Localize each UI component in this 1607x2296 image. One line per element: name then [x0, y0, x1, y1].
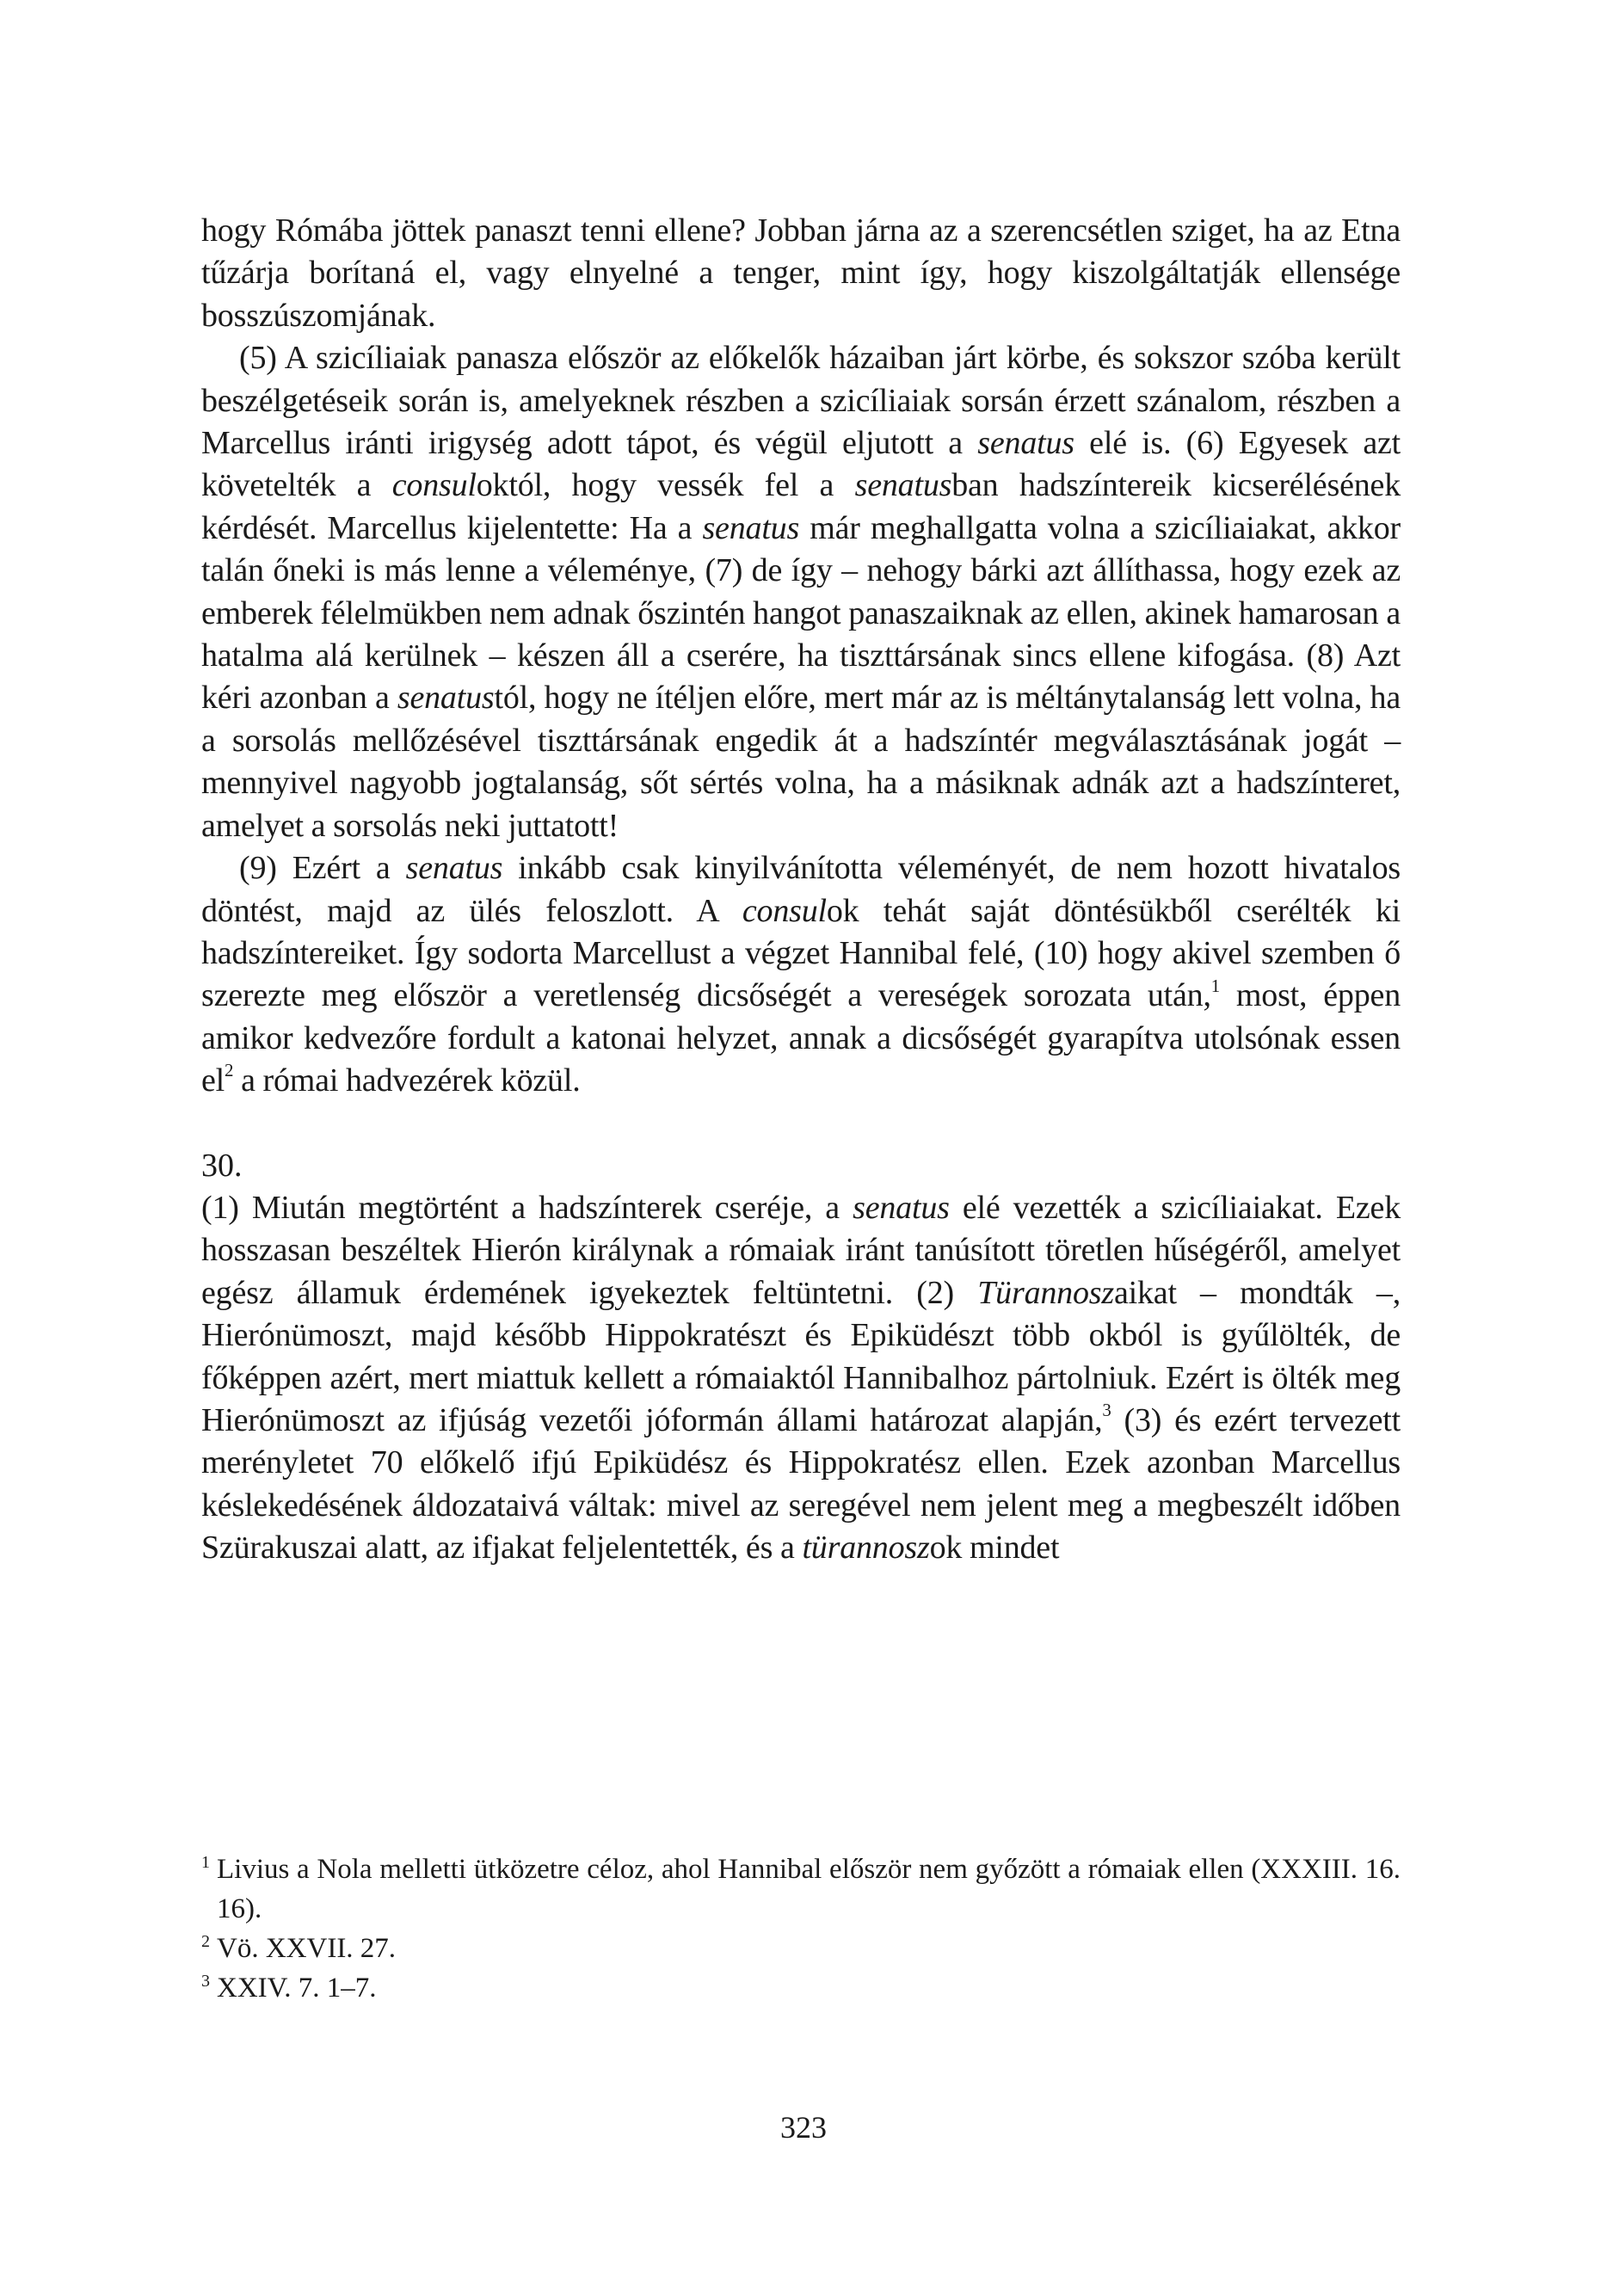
text-run: tól, hogy ne ítéljen előre, mert már az is méltánytalanság lett volna, ha a sorsolás mellőzésével tiszttársának engedik át a hadszíntér megválasztásának jogát – mennyivel nagyobb jogtalanság, sőt sértés volna, ha a másiknak adnák azt a hadszínteret, amelyet a sorsolás neki juttatott! [201, 680, 1401, 844]
footnote-ref: 3 [1102, 1400, 1111, 1421]
footnote-ref: 1 [1210, 975, 1220, 996]
paragraph-5 [201, 337, 1401, 847]
page-body [201, 210, 1401, 1570]
text-run: aikat – mondták –, Hierónümoszt, majd később Hippokratészt és Epiküdészt több okból is gyűlölték, de főképpen azért, mert miattuk kellett a rómaiaktól Hannibalhoz pártolniuk. Ezért is ölték meg Hierónümoszt az ifjúság vezetői jóformán állami határozat alapján, [201, 1274, 1401, 1438]
text-run: (1) Miután megtörtént a hadszínterek cseréje, a [201, 1189, 853, 1226]
italic-term: senatus [405, 850, 503, 887]
paragraph-30-1 [201, 1187, 1401, 1570]
text-run: inkább csak kinyilvánította véleményét, de nem hozott hivatalos döntést, majd az ülés feloszlott. A [201, 850, 1401, 929]
page-number: 323 [780, 2110, 827, 2145]
chapter-text [201, 1187, 1401, 1570]
paragraph-continuation [201, 210, 1401, 337]
italic-term: senatus [853, 1189, 950, 1226]
italic-term: senatus [977, 425, 1074, 462]
italic-term: senatus [702, 509, 800, 546]
italic-term: senatus [397, 680, 495, 717]
footnotes [201, 1850, 1401, 2008]
text-run: ok tehát saját döntésükből cserélték ki hadszíntereiket. Így sodorta Marcellust a végzet Hannibal felé, (10) hogy akivel szemben ő szerezte meg először a veretlenség dicsőségét a vereségek sorozata után, [201, 892, 1401, 1014]
italic-term: türannosz [802, 1530, 930, 1567]
text-run: most, éppen amikor kedvezőre fordult a katonai helyzet, annak a dicsőségét gyarapítva utolsónak essen el [201, 977, 1401, 1099]
footnote-ref: 2 [225, 1060, 234, 1081]
text-run: ban hadszíntereik kicserélésének kérdését. Marcellus kijelentette: Ha a [201, 467, 1401, 546]
chapter-heading: 30. [201, 1147, 243, 1184]
text-run: elé is. (6) Egyesek azt követelték a [201, 425, 1401, 504]
text-run: (9) Ezért a [239, 850, 406, 887]
footnote-number: 1 [201, 1853, 210, 1872]
italic-term: consul [742, 892, 827, 929]
footnote-1 [201, 1850, 1401, 1929]
italic-term: consul [391, 467, 477, 504]
paragraph-9 [201, 847, 1401, 1102]
text-run: már meghallgatta volna a szicíliaiakat, akkor talán őneki is más lenne a véleménye, (7) de így – nehogy bárki azt állíthassa, hogy ezek az emberek félelmükben nem adnak őszintén hangot panaszaiknak az ellen, akinek hamarosan a hatalma alá kerülnek – készen áll a cserére, ha tiszttársának sincs ellene kifogása. (8) Azt kéri azonban a [201, 509, 1401, 717]
footnote-number: 3 [201, 1972, 210, 1991]
footnote-text: XXIV. 7. 1–7. [217, 1973, 377, 2004]
text-run: ok mindet [929, 1530, 1060, 1567]
text-run: a római hadvezérek közül. [233, 1062, 581, 1099]
footnote-text: Vö. XXVII. 27. [217, 1933, 397, 1964]
text-run: elé vezették a szicíliaiakat. Ezek hosszasan beszéltek Hierón királynak a rómaiak iránt tanúsított töretlen hűségéről, amelyet egész államuk érdemének igyekeztek feltüntetni. (2) [201, 1189, 1401, 1311]
footnote-number: 2 [201, 1932, 210, 1951]
main-text [201, 210, 1401, 1103]
italic-term: Türannosz [977, 1274, 1114, 1311]
footnote-3 [201, 1968, 1401, 2008]
text-run: októl, hogy vessék fel a [476, 467, 855, 504]
text-run: (5) A szicíliaiak panasza először az előkelők házaiban járt körbe, és sokszor szóba került beszélgetéseik során is, amelyeknek részben a szicíliaiak sorsán érzett szánalom, részben a Marcellus iránti irigység adott tápot, és végül eljutott a [201, 340, 1401, 462]
footnote-2 [201, 1929, 1401, 1968]
footnote-text: Livius a Nola melletti ütközetre céloz, ahol Hannibal először nem győzött a rómaiak ellen (XXXIII. 16. 16). [217, 1854, 1401, 1924]
italic-term: senatus [854, 467, 952, 504]
text-run: (3) és ezért tervezett merényletet 70 előkelő ifjú Epiküdész és Hippokratész ellen. Ezek azonban Marcellus késlekedésének áldozataivá váltak: mivel az seregével nem jelent meg a megbeszélt időben Szürakuszai alatt, az ifjakat feljelentették, és a [201, 1401, 1401, 1567]
text-run: hogy Rómába jöttek panaszt tenni ellene? Jobban járna az a szerencsétlen sziget, ha az Etna tűzárja borítaná el, vagy elnyelné a tenger, mint így, hogy kiszolgáltatják ellensége bosszúszomjának. [201, 212, 1401, 334]
